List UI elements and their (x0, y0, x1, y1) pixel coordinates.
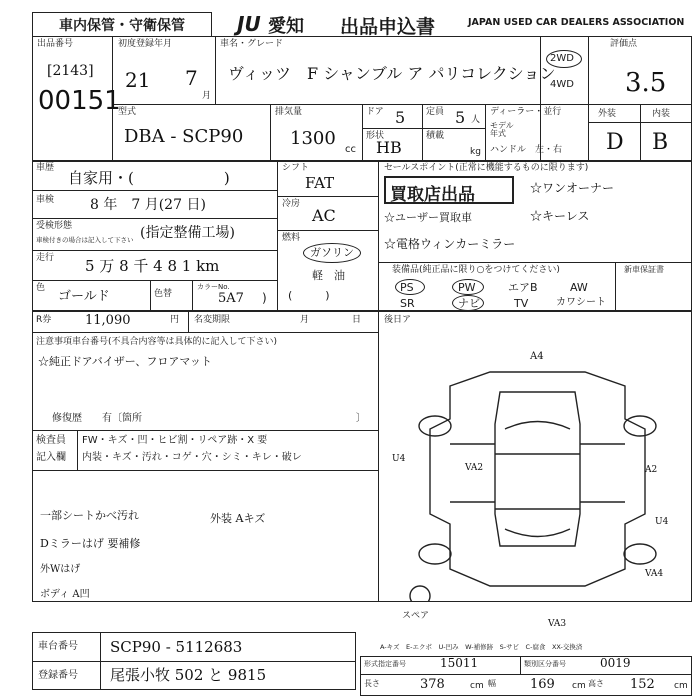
mark-u4-right: U4 (655, 517, 669, 527)
type-value: 15011 (440, 656, 479, 670)
first-reg-year: 21 (125, 68, 151, 92)
equip-pw: PW (458, 281, 476, 294)
reg-value: 尾張小牧 502 と 9815 (110, 666, 267, 684)
class-value: 0019 (600, 656, 631, 670)
inspector-line-1: FW・キズ・凹・ヒビ割・リペア跡・X 要 (82, 435, 268, 446)
displacement-value: 1300 (290, 128, 336, 149)
height-cm: cm (674, 681, 688, 691)
mark-a4-top: A4 (530, 351, 544, 362)
width-cm: cm (572, 681, 586, 691)
class-label: 類別区分番号 (524, 660, 566, 668)
rating-label: 評価点 (610, 39, 638, 49)
inspection-label: 車検 (36, 195, 55, 205)
test-sub: 車検付きの場合は記入して下さい (36, 236, 134, 244)
model-value: DBA - SCP90 (124, 126, 244, 147)
fuel-paren: ( ) (288, 289, 330, 302)
mileage-value: 5 万 8 千 4 8 1 km (85, 257, 220, 275)
color-no-value: 5A7 (218, 291, 244, 306)
reg-label: 登録番号 (38, 670, 78, 681)
month-unit: 月 (202, 91, 212, 101)
kg-unit: kg (470, 147, 481, 157)
lot-code: [2143] (47, 63, 94, 79)
shape-value: HB (376, 138, 402, 157)
fuel-sub: 軽 油 (312, 269, 345, 282)
r-ticket-value: 11,090 (85, 313, 131, 328)
ext-label: 外装 (598, 109, 617, 119)
remark-2: 外装 Aキズ (210, 512, 266, 525)
inspector-line-2: 内装・キズ・汚れ・コゲ・穴・シミ・キレ・破レ (82, 452, 302, 463)
equip-airbag: エアB (508, 281, 538, 294)
equip-navi: ナビ (458, 297, 480, 310)
color-paren-close: ) (262, 291, 267, 305)
height-value: 152 (630, 677, 655, 692)
int-grade: B (652, 130, 669, 155)
repair-close: 〕 (356, 413, 366, 424)
form-title: 出品申込書 (340, 16, 436, 38)
storage-text: 車内保管・守衛保管 (59, 17, 185, 34)
ac-value: AC (312, 206, 336, 225)
history-label: 車歴 (36, 163, 55, 173)
remark-4: 外Wはげ (40, 564, 81, 575)
load-label: 積載 (426, 131, 445, 141)
first-reg-label: 初度登録年月 (118, 39, 173, 49)
equip-tv: TV (514, 297, 529, 310)
mark-u4-left: U4 (392, 454, 406, 464)
test-label: 受検形態 (36, 221, 73, 231)
lot-number: 00151 (38, 86, 121, 116)
drive-2wd: 2WD (550, 53, 574, 64)
name-grade-value: ヴィッツ F シャンブル ア パリコレクション (228, 64, 556, 83)
height-label: 高さ (588, 679, 604, 688)
doors-label: ドア (366, 107, 384, 117)
width-label: 幅 (488, 679, 496, 688)
period-day: 日 (352, 315, 362, 325)
rating-value: 3.5 (625, 68, 667, 98)
selling-point-3: ☆キーレス (530, 209, 590, 223)
displacement-label: 排気量 (275, 107, 303, 117)
equip-aw: AW (570, 281, 588, 294)
first-reg-month: 7 (185, 66, 198, 90)
selling-point-2: ☆ユーザー買取車 (384, 211, 472, 224)
length-value: 378 (420, 677, 445, 692)
name-grade-label: 車名・グレード (220, 39, 284, 49)
spare-label: スペア (402, 611, 430, 621)
ac-label: 冷房 (282, 199, 301, 209)
doors-value: 5 (395, 108, 406, 127)
mark-va2-left: VA2 (465, 463, 484, 473)
selling-label: セールスポイント(正常に機能するものに限ります) (384, 163, 589, 173)
capacity-unit: 人 (471, 115, 481, 125)
inspector-label-1: 検査員 (36, 435, 66, 446)
length-label: 長さ (364, 679, 380, 688)
inspection-value: 8 年 7 月(27 日) (90, 197, 206, 213)
mark-va3-bottom: VA3 (548, 619, 567, 629)
fuel-value: ガソリン (310, 246, 354, 259)
shift-label: シフト (282, 163, 310, 173)
equip-ps: PS (400, 281, 414, 294)
yen-unit: 円 (170, 315, 180, 325)
color-no-label: カラーNo. (197, 283, 230, 291)
recolor-label: 色替 (154, 289, 173, 299)
period-label: 名変期限 (194, 315, 231, 325)
capacity-label: 定員 (426, 107, 445, 117)
lot-no-label: 出品番号 (37, 39, 74, 49)
equipment-label: 装備品(純正品に限り○をつけてください) (392, 265, 560, 275)
inspector-label-2: 記入欄 (36, 452, 66, 463)
association-name: JAPAN USED CAR DEALERS ASSOCIATION (468, 17, 685, 28)
storage-label (32, 12, 212, 37)
length-cm: cm (470, 681, 484, 691)
width-value: 169 (530, 677, 555, 692)
warranty-label: 新車保証書 (624, 265, 664, 274)
test-value: (指定整備工場) (140, 225, 235, 241)
shift-value: FAT (305, 174, 335, 192)
type-label: 形式指定番号 (364, 660, 406, 668)
selling-point-1: ☆ワンオーナー (530, 181, 615, 195)
drive-4wd: 4WD (550, 79, 574, 90)
cc-unit: cc (345, 144, 356, 155)
color-value: ゴールド (58, 289, 110, 304)
chassis-value: SCP90 - 5112683 (110, 638, 243, 656)
capacity-value: 5 (455, 108, 466, 127)
notes-label: 注意事項車台番号(不具合内容等は具体的に記入して下さい) (36, 337, 278, 347)
history-value: 自家用・( ) (68, 169, 230, 187)
model-label: 型式 (118, 107, 137, 117)
mark-va4-right: VA4 (645, 569, 664, 579)
mileage-label: 走行 (36, 253, 55, 263)
remark-3: Dミラーはげ 要補修 (40, 537, 141, 550)
remark-1: 一部シートかべ汚れ (40, 509, 139, 522)
selling-point-4: ☆電格ウィンカーミラー (384, 237, 516, 251)
int-label: 内装 (652, 109, 671, 119)
equip-leather: カワシート (556, 297, 606, 308)
repair-label: 修復歴 有〔箇所 (52, 413, 142, 424)
mark-a2-right: A2 (645, 465, 658, 475)
ju-logo: JU (237, 12, 261, 36)
model-year-label: モデル 年式 (490, 121, 514, 138)
equip-sr: SR (400, 297, 415, 310)
org-name: 愛知 (268, 16, 304, 37)
dealer-label: ディーラー・並行 (490, 107, 562, 117)
period-month: 月 (300, 315, 310, 325)
notes-value: ☆純正ドアバイザー、フロアマット (38, 355, 212, 368)
fuel-label: 燃料 (282, 233, 301, 243)
selling-headline: 買取店出品 (390, 185, 475, 205)
r-ticket-label: R券 (36, 315, 52, 325)
color-label: 色 (36, 283, 46, 293)
handle-label: ハンドル 左・右 (490, 145, 563, 155)
damage-legend: A-キズ E-エクボ U-凹み W-補修跡 S-サビ C-腐食 XX-交換済 (380, 643, 583, 651)
remark-5: ボディ A凹 (40, 589, 90, 600)
chassis-label: 車台番号 (38, 641, 78, 652)
ext-grade: D (606, 130, 624, 155)
shape-label: 形状 (366, 131, 385, 141)
after-label: 後日ア (384, 315, 412, 325)
